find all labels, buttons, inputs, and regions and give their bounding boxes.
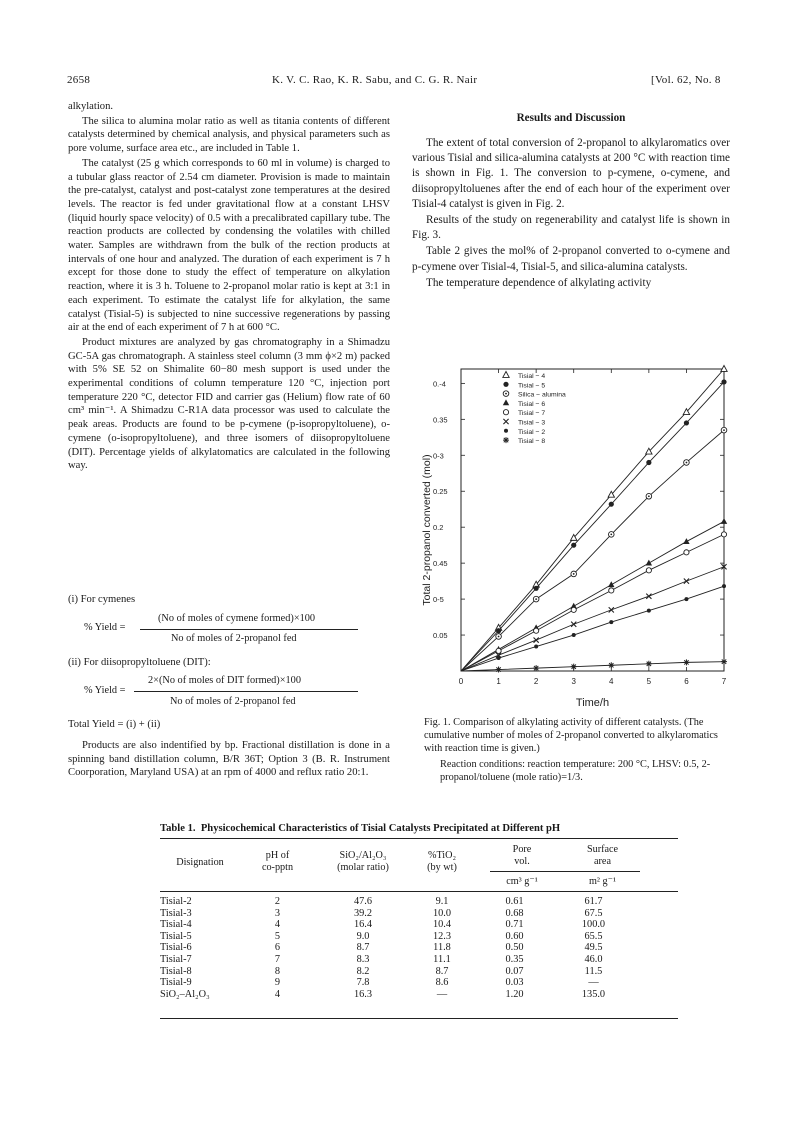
header-line: Pore bbox=[512, 844, 532, 855]
legend-marker bbox=[503, 410, 508, 415]
data-point bbox=[646, 460, 651, 465]
table-cell: 4 bbox=[274, 919, 281, 931]
table-cell: 16.4 bbox=[353, 919, 373, 931]
left-column bbox=[68, 100, 390, 474]
total-yield-equation: Total Yield = (i) + (ii) bbox=[68, 719, 161, 730]
table-cell: 4 bbox=[274, 988, 281, 1000]
table-cell: 9.0 bbox=[356, 930, 370, 942]
fraction-bar bbox=[140, 629, 358, 630]
paragraph: The silica to alumina molar ratio as well as titania contents of different catalysts determined by chemical analysis, and physical parameters such as pore volume, surface area etc., are included in Table 1. bbox=[68, 115, 390, 155]
data-point bbox=[534, 637, 539, 642]
table-rule-top bbox=[160, 838, 678, 839]
equation-lhs: % Yield = bbox=[84, 685, 126, 696]
header-tio2 bbox=[411, 850, 473, 874]
table-cell: 49.5 bbox=[584, 942, 603, 954]
table-cell: 0.03 bbox=[505, 977, 524, 989]
data-point bbox=[647, 609, 651, 613]
equation-denominator: No of moles of 2-propanol fed bbox=[170, 696, 296, 707]
header-surface-unit: m² g⁻¹ bbox=[588, 876, 617, 887]
header-designation: Disignation bbox=[176, 857, 224, 868]
table-cell: 0.61 bbox=[505, 896, 524, 907]
table-cell: 10.4 bbox=[432, 919, 452, 931]
table-cell: Tisial-4 bbox=[160, 919, 192, 931]
data-point bbox=[533, 596, 539, 602]
table-cell: — bbox=[588, 977, 599, 989]
data-point bbox=[684, 460, 690, 466]
y-tick-label: 0-3 bbox=[433, 451, 444, 461]
table-cell: Tisial-9 bbox=[160, 977, 192, 989]
equation-dit-yield bbox=[84, 675, 384, 711]
y-tick-label: 0.-4 bbox=[433, 379, 446, 389]
header-line: SiO₂/Al₂O₃ bbox=[339, 850, 387, 861]
data-point bbox=[721, 518, 727, 524]
legend-label: Tisial − 3 bbox=[518, 419, 546, 427]
table-cell: 8.3 bbox=[356, 953, 370, 965]
table-cell: SiO₂–Al₂O₃ bbox=[160, 988, 210, 1000]
equation-lhs: % Yield = bbox=[84, 622, 126, 633]
data-point bbox=[684, 420, 689, 425]
table-cell: 61.7 bbox=[584, 896, 603, 907]
y-tick-label: 0-5 bbox=[433, 595, 444, 605]
table-row bbox=[160, 966, 631, 978]
table-cell: 1.20 bbox=[505, 988, 524, 1000]
table-cell: 9 bbox=[274, 977, 281, 989]
data-point bbox=[684, 579, 689, 584]
table-cell: 0.71 bbox=[505, 919, 524, 931]
table-row bbox=[160, 977, 631, 989]
header-line: pH of bbox=[265, 850, 290, 861]
header-line: %TiO₂ bbox=[427, 850, 457, 861]
x-tick-label: 7 bbox=[721, 677, 727, 686]
paragraph: Results of the study on regenerability and catalyst life is shown in Fig. 3. bbox=[412, 214, 730, 242]
table-cell: 7 bbox=[274, 953, 281, 965]
paragraph: alkylation. bbox=[68, 101, 114, 112]
y-tick-label: 0.35 bbox=[433, 415, 448, 425]
x-tick-label: 1 bbox=[496, 677, 501, 686]
data-point bbox=[534, 645, 538, 649]
data-point bbox=[534, 628, 539, 633]
table-cell: 0.35 bbox=[505, 953, 524, 965]
legend-label: Tisial − 8 bbox=[518, 438, 546, 446]
table-cell: 11.1 bbox=[433, 953, 451, 965]
table-cell: 39.2 bbox=[353, 907, 373, 919]
table-cell: Tisial-5 bbox=[160, 930, 192, 942]
data-point bbox=[683, 538, 689, 544]
x-tick-label: 5 bbox=[646, 677, 652, 686]
data-point bbox=[609, 607, 614, 612]
data-point bbox=[683, 659, 689, 665]
legend-marker bbox=[503, 372, 509, 378]
equation-label: (i) For cymenes bbox=[68, 594, 136, 605]
table-cell: Tisial-7 bbox=[160, 953, 192, 965]
table-cell: 8.7 bbox=[356, 942, 370, 954]
table-cell: 100.0 bbox=[581, 919, 606, 931]
table-cell: 5 bbox=[274, 930, 281, 942]
table-rule-header bbox=[160, 891, 678, 892]
data-point bbox=[721, 427, 727, 433]
header-line: (molar ratio) bbox=[337, 862, 389, 873]
table-row bbox=[160, 954, 631, 966]
table-cell: 3 bbox=[274, 907, 281, 919]
header-surface bbox=[565, 844, 640, 868]
legend-marker bbox=[504, 429, 508, 433]
table-cell: Tisial-6 bbox=[160, 942, 192, 954]
data-point bbox=[608, 532, 614, 538]
table-cell: Tisial-2 bbox=[160, 896, 192, 907]
table-row bbox=[160, 989, 631, 1001]
header-pore-unit: cm³ g⁻¹ bbox=[506, 876, 538, 887]
table-cell: 46.0 bbox=[584, 953, 603, 965]
data-point bbox=[571, 607, 576, 612]
equation-numerator: 2×(No of moles of DIT formed)×100 bbox=[148, 675, 301, 686]
data-point bbox=[496, 628, 501, 633]
table-rule-bottom bbox=[160, 1018, 678, 1019]
y-tick-label: 0.2 bbox=[433, 523, 444, 533]
figure-conditions: Reaction conditions: reaction temperature: 200 °C, LHSV: 0.5, 2-propanol/toluene (mole ratio)=1/3. bbox=[440, 759, 711, 783]
x-tick-label: 6 bbox=[684, 677, 689, 686]
table-row bbox=[160, 896, 631, 908]
x-tick-label: 3 bbox=[571, 677, 576, 686]
data-point bbox=[609, 588, 614, 593]
fraction-bar bbox=[134, 691, 358, 692]
table-cell: 0.68 bbox=[505, 907, 524, 919]
left-column-end bbox=[68, 739, 390, 781]
legend-label: Tisial − 4 bbox=[518, 373, 546, 380]
data-point bbox=[609, 620, 613, 624]
equation-numerator: (No of moles of cymene formed)×100 bbox=[158, 613, 316, 624]
equation-label: (ii) For diisopropyltoluene (DIT): bbox=[68, 657, 211, 668]
x-axis-label: Time/h bbox=[575, 697, 610, 709]
table-cell: Tisial-3 bbox=[160, 907, 192, 919]
data-point bbox=[646, 493, 652, 499]
data-point bbox=[721, 659, 727, 665]
table-row bbox=[160, 919, 631, 931]
header-line: (by wt) bbox=[427, 862, 457, 873]
x-tick-label: 4 bbox=[609, 677, 614, 686]
data-point bbox=[608, 581, 614, 587]
table-row bbox=[160, 931, 631, 943]
paragraph: Products are also indentified by bp. Fractional distillation is done in a spinning band distillation column, B/R 36T; Option 3 (B. R. Instrument Coorporation, Maryland USA) at an rpm of 4000 and reflux ratio 20:1. bbox=[68, 740, 390, 779]
table-title bbox=[160, 823, 560, 834]
running-head-authors: K. V. C. Rao, K. R. Sabu, and C. G. R. Nair bbox=[272, 74, 478, 86]
running-head-volume: [Vol. 62, No. 8 bbox=[651, 74, 721, 86]
data-point bbox=[646, 661, 652, 667]
table-cell: 11.5 bbox=[584, 965, 603, 977]
data-point bbox=[721, 532, 726, 537]
table-cell: 67.5 bbox=[584, 907, 603, 919]
table-cell: 0.60 bbox=[505, 930, 524, 942]
equation-cymene-yield bbox=[84, 613, 384, 649]
table-cell: 11.8 bbox=[433, 942, 451, 954]
paragraph: Table 2 gives the mol% of 2-propanol converted to o-cymene and p-cymene over Tisial-4, Tisial-5, and silica-alumina catalysts. bbox=[412, 245, 730, 273]
x-tick-label: 0 bbox=[458, 677, 464, 686]
section-title: Results and Discussion bbox=[516, 112, 626, 124]
header-line: co-pptn bbox=[261, 862, 294, 873]
table-cell: 7.8 bbox=[356, 977, 370, 989]
data-point bbox=[684, 550, 689, 555]
data-point bbox=[571, 622, 576, 627]
header-ph bbox=[240, 850, 315, 874]
table-cell: 9.1 bbox=[435, 896, 449, 907]
legend-marker bbox=[503, 391, 509, 397]
header-ratio bbox=[315, 850, 411, 874]
table-cell: 16.3 bbox=[353, 988, 373, 1000]
table-cell: 0.50 bbox=[505, 942, 524, 954]
table-cell: 8 bbox=[274, 965, 281, 977]
table-cell: 8.2 bbox=[356, 965, 370, 977]
paragraph: The extent of total conversion of 2-propanol to alkylaromatics over various Tisial and silica-alumina catalysts at 200 °C with reaction time is shown in Fig. 1. The conversion to p-cymene, o-cymene, and diisopropyltoluenes after the end of each hour of the experiment over Tisial-4 catalyst is given in Fig. 2. bbox=[412, 137, 730, 210]
table-cell: 0.07 bbox=[505, 965, 524, 977]
legend-marker bbox=[503, 437, 509, 443]
header-line: Surface bbox=[586, 844, 619, 855]
data-point bbox=[608, 662, 614, 668]
table-row bbox=[160, 908, 631, 920]
data-point bbox=[722, 584, 726, 588]
data-point bbox=[533, 665, 539, 671]
data-point bbox=[534, 586, 539, 591]
y-tick-label: 0.05 bbox=[433, 631, 448, 641]
data-point bbox=[646, 568, 651, 573]
table-rule-units bbox=[490, 871, 640, 872]
table-cell: 65.5 bbox=[584, 930, 603, 942]
table-cell: — bbox=[436, 988, 448, 1000]
header-line: area bbox=[594, 856, 611, 867]
data-point bbox=[497, 656, 501, 660]
data-point bbox=[721, 366, 727, 372]
table-cell: 47.6 bbox=[353, 896, 373, 907]
table-cell: 6 bbox=[274, 942, 281, 954]
data-point bbox=[571, 571, 577, 577]
table-row bbox=[160, 942, 631, 954]
legend-label: Tisial − 2 bbox=[518, 428, 546, 436]
data-point bbox=[646, 594, 651, 599]
figure-caption: Fig. 1. Comparison of alkylating activity of different catalysts. (The cumulative number of moles of 2-propanol converted to alkylaromatics with reaction time is given.) bbox=[424, 717, 718, 754]
paragraph: The catalyst (25 g which corresponds to 60 ml in volume) is charged to a tubular glass reactor of 2.54 cm diameter. Provision is made to maintain the pre-catalyst, catalyst and post-catalyst zone temperatures at the desired levels. The reactor is fed under gravitational flow at a constant LHSV (liquid hourly space velocity) of 0.5 with a precalibrated capillary tube. The reaction products are collected by condensing the volatiles with chilled water. Samples are withdrawn from the bulk of the rection products at intervals of one hour and analyzed. The duration of each experiment is 7 h except for those done to study the effect of temperature on alkylation reaction, where it is 3 h. Toluene to 2-propanol molar ratio is kept at 3:1 in each experiment. To estimate the catalyst life for alkylation, the same catalyst (Tisial-5) is subjected to nine successive regenerations by passing air at the end of each experiment of 7 h at 600 °C. bbox=[68, 157, 390, 334]
y-tick-label: 0.45 bbox=[433, 559, 448, 569]
x-tick-label: 2 bbox=[533, 677, 539, 686]
table-cell: 2 bbox=[274, 896, 281, 907]
right-column bbox=[412, 136, 730, 292]
paragraph: The temperature dependence of alkylating activity bbox=[426, 276, 652, 289]
table-caption: Physicochemical Characteristics of Tisial Catalysts Precipitated at Different pH bbox=[200, 823, 561, 834]
paragraph: Product mixtures are analyzed by gas chromatography in a Shimadzu GC-5A gas chromatograph. A stainless steel column (3 mm ϕ×2 m) packed with 5% SE 52 on Shimalite 60−80 mesh support is used under the experimental conditions of column temperature 120 °C, injection port temperature 220 °C, detector FID and carrier gas (Helium) flow rate of 60 cm³ min⁻¹. A Shimadzu C-R1A data processor was used to calculate the peak areas. Products are found to be p-cymene (p-isopropyltoluene), o-cymene (o-isopropyltoluene), and three isomers of diisopropyltoluene (DIT). Percentage yields of alkylatomatics are calculated in the following way. bbox=[68, 336, 390, 472]
page-number: 2658 bbox=[67, 74, 91, 86]
data-point bbox=[721, 379, 726, 384]
data-point bbox=[496, 667, 502, 673]
table-cell: 135.0 bbox=[581, 988, 606, 1000]
table-cell: 8.6 bbox=[435, 977, 449, 989]
data-point bbox=[609, 502, 614, 507]
legend-marker bbox=[503, 419, 508, 424]
legend-label: Silica − alumina bbox=[518, 391, 566, 399]
legend-marker bbox=[503, 399, 509, 405]
equation-denominator: No of moles of 2-propanol fed bbox=[171, 633, 297, 644]
legend-label: Tisial − 7 bbox=[518, 410, 546, 418]
table-cell: Tisial-8 bbox=[160, 965, 192, 977]
y-tick-label: 0.25 bbox=[433, 487, 448, 497]
data-point bbox=[571, 543, 576, 548]
table-cell: 8.7 bbox=[435, 965, 449, 977]
data-point bbox=[496, 634, 502, 640]
header-pore bbox=[488, 844, 556, 868]
data-point bbox=[571, 664, 577, 670]
data-point bbox=[646, 560, 652, 566]
table-cell: 12.3 bbox=[432, 930, 452, 942]
y-axis-label: Total 2-propanol converted (mol) bbox=[421, 454, 433, 606]
table-label: Table 1. bbox=[160, 823, 196, 834]
header-line: vol. bbox=[514, 856, 530, 867]
table-cell: 10.0 bbox=[432, 907, 452, 919]
figure-1-chart bbox=[405, 345, 740, 717]
legend-label: Tisial − 5 bbox=[518, 382, 546, 390]
data-point bbox=[572, 633, 576, 637]
legend-label: Tisial − 6 bbox=[518, 400, 546, 408]
data-point bbox=[684, 597, 688, 601]
table-1-body bbox=[160, 896, 631, 1000]
legend-marker bbox=[503, 382, 508, 387]
